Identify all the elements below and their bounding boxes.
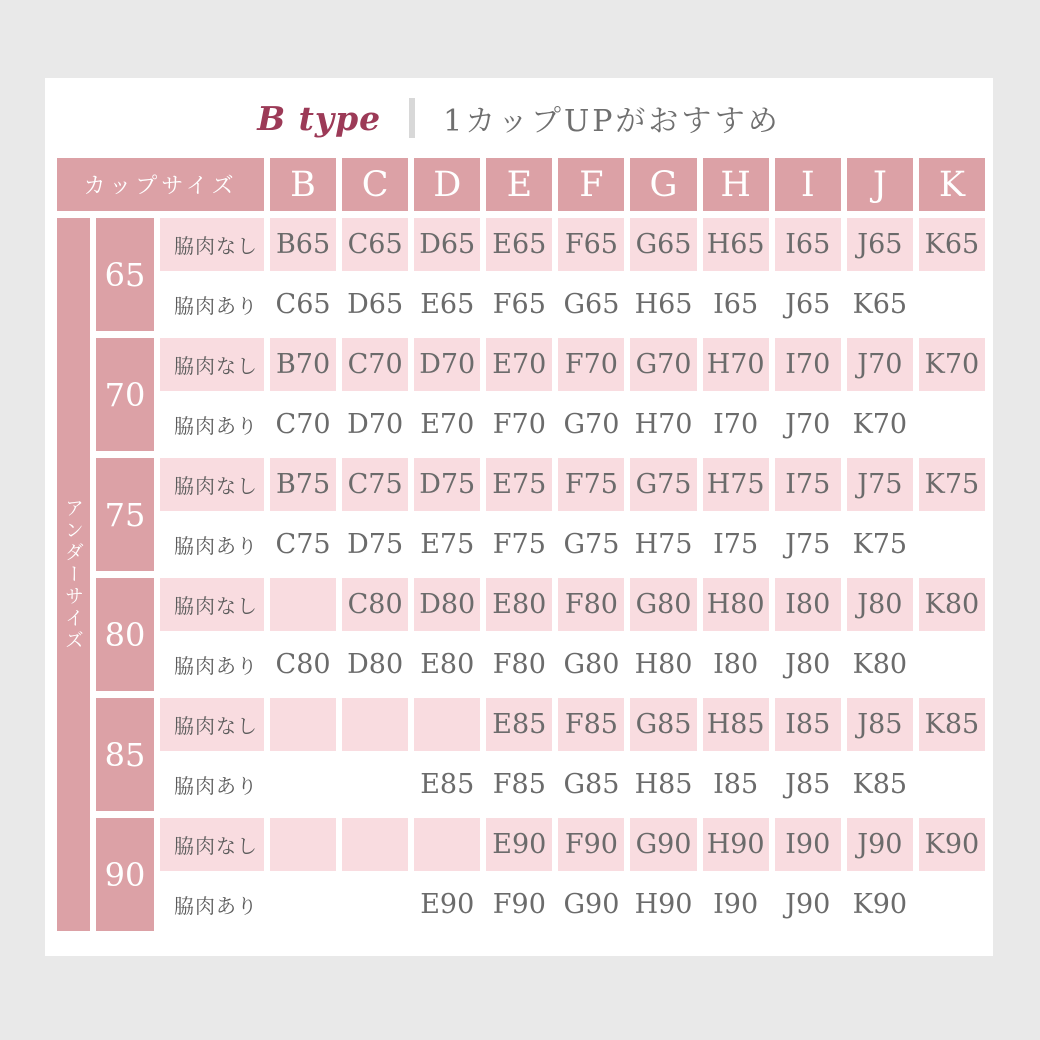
size-cell: J80 — [785, 649, 831, 680]
size-cell: B70 — [270, 338, 336, 391]
size-cell: E70 — [486, 338, 552, 391]
size-cell: H80 — [703, 578, 769, 631]
brand-type-label: B type — [257, 98, 382, 138]
size-cell: K85 — [852, 769, 908, 800]
size-cell: K80 — [852, 649, 908, 680]
band-size-cell: 90 — [96, 818, 154, 931]
size-chart-card — [45, 78, 993, 956]
row-label-with-sidefat: 脇肉あり — [174, 894, 258, 918]
row-label-with-sidefat: 脇肉あり — [174, 414, 258, 438]
row-label-no-sidefat: 脇肉なし — [160, 818, 264, 871]
size-cell: J65 — [847, 218, 913, 271]
size-cell — [270, 698, 336, 751]
size-cell: F70 — [558, 338, 624, 391]
size-cell: I75 — [775, 458, 841, 511]
cup-column-header: F — [558, 158, 624, 211]
size-cell: J75 — [847, 458, 913, 511]
row-label-no-sidefat: 脇肉なし — [160, 698, 264, 751]
size-cell: B75 — [270, 458, 336, 511]
size-cell — [342, 818, 408, 871]
band-size-cell: 70 — [96, 338, 154, 451]
size-cell: E85 — [420, 769, 475, 800]
size-cell: I90 — [775, 818, 841, 871]
size-cell: C80 — [275, 649, 331, 680]
size-cell: D75 — [414, 458, 480, 511]
band-size-cell: 85 — [96, 698, 154, 811]
size-cell: F90 — [492, 889, 546, 920]
size-cell: K90 — [919, 818, 985, 871]
size-cell: E75 — [486, 458, 552, 511]
size-cell: I65 — [775, 218, 841, 271]
size-cell: K75 — [852, 529, 908, 560]
size-cell: I80 — [713, 649, 759, 680]
size-cell: K75 — [919, 458, 985, 511]
cup-column-header: H — [703, 158, 769, 211]
size-cell: H85 — [634, 769, 693, 800]
size-cell: E85 — [486, 698, 552, 751]
size-cell: K80 — [919, 578, 985, 631]
size-table — [57, 158, 985, 931]
size-cell: J85 — [785, 769, 831, 800]
size-cell: E65 — [420, 289, 475, 320]
size-cell: G75 — [563, 529, 620, 560]
title-divider — [409, 98, 415, 138]
cup-column-header: E — [486, 158, 552, 211]
size-cell — [414, 698, 480, 751]
row-label-no-sidefat: 脇肉なし — [160, 218, 264, 271]
size-cell: F75 — [558, 458, 624, 511]
band-size-cell: 75 — [96, 458, 154, 571]
size-cell: C80 — [342, 578, 408, 631]
size-cell: H65 — [703, 218, 769, 271]
band-size-cell: 80 — [96, 578, 154, 691]
size-cell: I85 — [713, 769, 759, 800]
size-cell: J75 — [785, 529, 831, 560]
row-label-with-sidefat: 脇肉あり — [174, 774, 258, 798]
size-cell: D80 — [347, 649, 404, 680]
size-cell: H75 — [703, 458, 769, 511]
size-cell: D75 — [347, 529, 404, 560]
size-cell: I90 — [713, 889, 759, 920]
size-cell: F90 — [558, 818, 624, 871]
under-size-label: アンダーサイズ — [57, 218, 90, 931]
size-cell: D70 — [414, 338, 480, 391]
size-cell: K65 — [852, 289, 908, 320]
size-cell: I85 — [775, 698, 841, 751]
size-cell: J80 — [847, 578, 913, 631]
size-cell: D65 — [414, 218, 480, 271]
cup-column-header: D — [414, 158, 480, 211]
row-label-with-sidefat: 脇肉あり — [174, 534, 258, 558]
row-label-no-sidefat: 脇肉なし — [160, 338, 264, 391]
size-cell: G85 — [563, 769, 620, 800]
size-cell: G80 — [630, 578, 696, 631]
size-cell: C65 — [275, 289, 331, 320]
cup-column-header: J — [847, 158, 913, 211]
size-cell: G80 — [563, 649, 620, 680]
size-cell: C75 — [275, 529, 331, 560]
size-cell — [270, 578, 336, 631]
size-cell — [342, 698, 408, 751]
size-cell: G70 — [563, 409, 620, 440]
cup-size-header: カップサイズ — [57, 158, 264, 211]
row-label-with-sidefat: 脇肉あり — [174, 654, 258, 678]
size-cell: D80 — [414, 578, 480, 631]
size-cell: J70 — [847, 338, 913, 391]
size-cell: H90 — [703, 818, 769, 871]
size-cell: F65 — [558, 218, 624, 271]
size-cell: J70 — [785, 409, 831, 440]
size-cell: G70 — [630, 338, 696, 391]
size-cell: E90 — [486, 818, 552, 871]
row-label-with-sidefat: 脇肉あり — [174, 294, 258, 318]
size-cell: C75 — [342, 458, 408, 511]
size-cell: C70 — [342, 338, 408, 391]
size-cell: K70 — [919, 338, 985, 391]
size-cell: K65 — [919, 218, 985, 271]
size-cell: I65 — [713, 289, 759, 320]
size-cell: J90 — [785, 889, 831, 920]
size-cell: E65 — [486, 218, 552, 271]
cup-column-header: K — [919, 158, 985, 211]
size-cell: F80 — [492, 649, 546, 680]
size-cell: F70 — [492, 409, 546, 440]
cup-column-header: C — [342, 158, 408, 211]
size-cell: F75 — [492, 529, 546, 560]
size-cell: J85 — [847, 698, 913, 751]
size-cell: H75 — [634, 529, 693, 560]
size-cell: D70 — [347, 409, 404, 440]
size-cell: H80 — [634, 649, 693, 680]
size-cell: H70 — [703, 338, 769, 391]
recommendation-text: 1カップUPがおすすめ — [443, 104, 781, 139]
size-cell: D65 — [347, 289, 404, 320]
size-cell: H85 — [703, 698, 769, 751]
size-cell: H65 — [634, 289, 693, 320]
row-label-no-sidefat: 脇肉なし — [160, 578, 264, 631]
size-cell: F65 — [492, 289, 546, 320]
size-cell: G65 — [630, 218, 696, 271]
size-cell: E75 — [420, 529, 475, 560]
size-cell: E90 — [420, 889, 475, 920]
size-cell: G90 — [630, 818, 696, 871]
size-cell: C70 — [275, 409, 331, 440]
size-cell: E80 — [420, 649, 475, 680]
size-cell: F85 — [558, 698, 624, 751]
title-row — [45, 78, 993, 158]
size-cell: E70 — [420, 409, 475, 440]
size-cell: G90 — [563, 889, 620, 920]
size-cell: J65 — [785, 289, 831, 320]
size-cell: B65 — [270, 218, 336, 271]
band-size-cell: 65 — [96, 218, 154, 331]
size-cell: J90 — [847, 818, 913, 871]
size-cell: H70 — [634, 409, 693, 440]
size-cell: G85 — [630, 698, 696, 751]
size-cell: I80 — [775, 578, 841, 631]
row-label-no-sidefat: 脇肉なし — [160, 458, 264, 511]
size-cell: I70 — [713, 409, 759, 440]
size-cell: K85 — [919, 698, 985, 751]
size-cell: F85 — [492, 769, 546, 800]
size-cell: I75 — [713, 529, 759, 560]
size-cell: K70 — [852, 409, 908, 440]
size-cell: C65 — [342, 218, 408, 271]
cup-column-header: I — [775, 158, 841, 211]
cup-column-header: G — [630, 158, 696, 211]
size-cell — [414, 818, 480, 871]
size-cell: G75 — [630, 458, 696, 511]
size-cell: H90 — [634, 889, 693, 920]
cup-column-header: B — [270, 158, 336, 211]
size-cell: F80 — [558, 578, 624, 631]
size-cell: I70 — [775, 338, 841, 391]
size-cell: E80 — [486, 578, 552, 631]
size-cell: G65 — [563, 289, 620, 320]
size-cell — [270, 818, 336, 871]
size-cell: K90 — [852, 889, 908, 920]
